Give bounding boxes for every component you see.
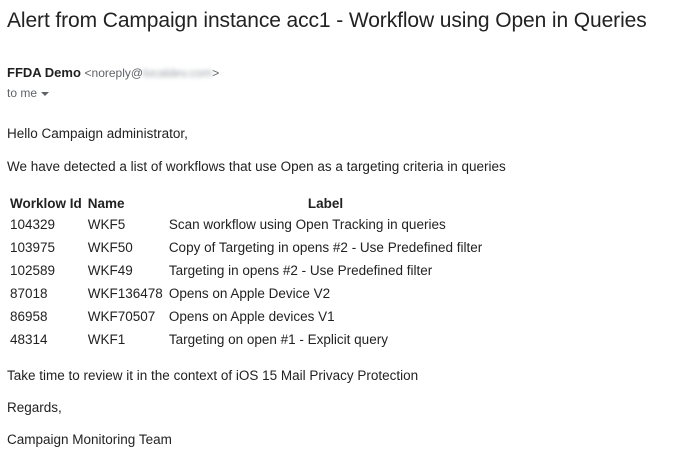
review-note-text: Take time to review it in the context of iOS 15 Mail Privacy Protection <box>7 368 419 383</box>
sender-line <box>7 65 219 80</box>
sender-email-prefix: <noreply@ <box>84 66 144 80</box>
email-subject: Alert from Campaign instance acc1 - Workflow using Open in Queries <box>7 9 647 32</box>
cell-workflow-id: 86958 <box>10 309 48 324</box>
signature-text: Campaign Monitoring Team <box>7 432 172 447</box>
closing-text: Regards, <box>7 400 62 415</box>
workflow-table <box>7 193 485 351</box>
cell-workflow-id: 102589 <box>10 263 56 278</box>
table-row <box>7 236 485 259</box>
cell-name: WKF70507 <box>87 309 156 324</box>
sender-name[interactable]: FFDA Demo <box>7 65 81 80</box>
cell-label: Targeting on open #1 - Explicit query <box>168 332 388 347</box>
cell-name: WKF136478 <box>87 286 163 301</box>
intro-text: We have detected a list of workflows that use Open as a targeting criteria in queries <box>7 159 506 174</box>
cell-label: Copy of Targeting in opens #2 - Use Predefined filter <box>168 240 483 255</box>
table-row <box>7 305 485 328</box>
cell-name: WKF5 <box>87 217 126 232</box>
cell-label: Opens on Apple devices V1 <box>168 309 335 324</box>
cell-label: Opens on Apple Device V2 <box>168 286 331 301</box>
cell-workflow-id: 104329 <box>10 217 56 232</box>
cell-name: WKF49 <box>87 263 133 278</box>
header-name: Name <box>87 195 125 211</box>
sender-email-redacted: localdev.com <box>143 66 213 80</box>
greeting-text: Hello Campaign administrator, <box>7 126 188 141</box>
cell-workflow-id: 87018 <box>10 286 48 301</box>
recipient-dropdown[interactable] <box>7 86 49 100</box>
table-header-row <box>7 193 485 213</box>
recipient-label: to me <box>7 86 38 100</box>
cell-name: WKF50 <box>87 240 133 255</box>
cell-label: Scan workflow using Open Tracking in queries <box>168 217 446 232</box>
sender-email-suffix: > <box>212 66 220 80</box>
cell-workflow-id: 48314 <box>10 332 48 347</box>
header-workflow-id: Worklow Id <box>10 195 82 211</box>
sender-email <box>85 66 220 80</box>
cell-name: WKF1 <box>87 332 126 347</box>
cell-workflow-id: 103975 <box>10 240 56 255</box>
table-row <box>7 282 485 305</box>
cell-label: Targeting in opens #2 - Use Predefined filter <box>168 263 433 278</box>
chevron-down-icon[interactable] <box>41 92 49 96</box>
header-label: Label <box>307 195 344 211</box>
table-row <box>7 328 485 351</box>
table-row <box>7 213 485 236</box>
table-row <box>7 259 485 282</box>
